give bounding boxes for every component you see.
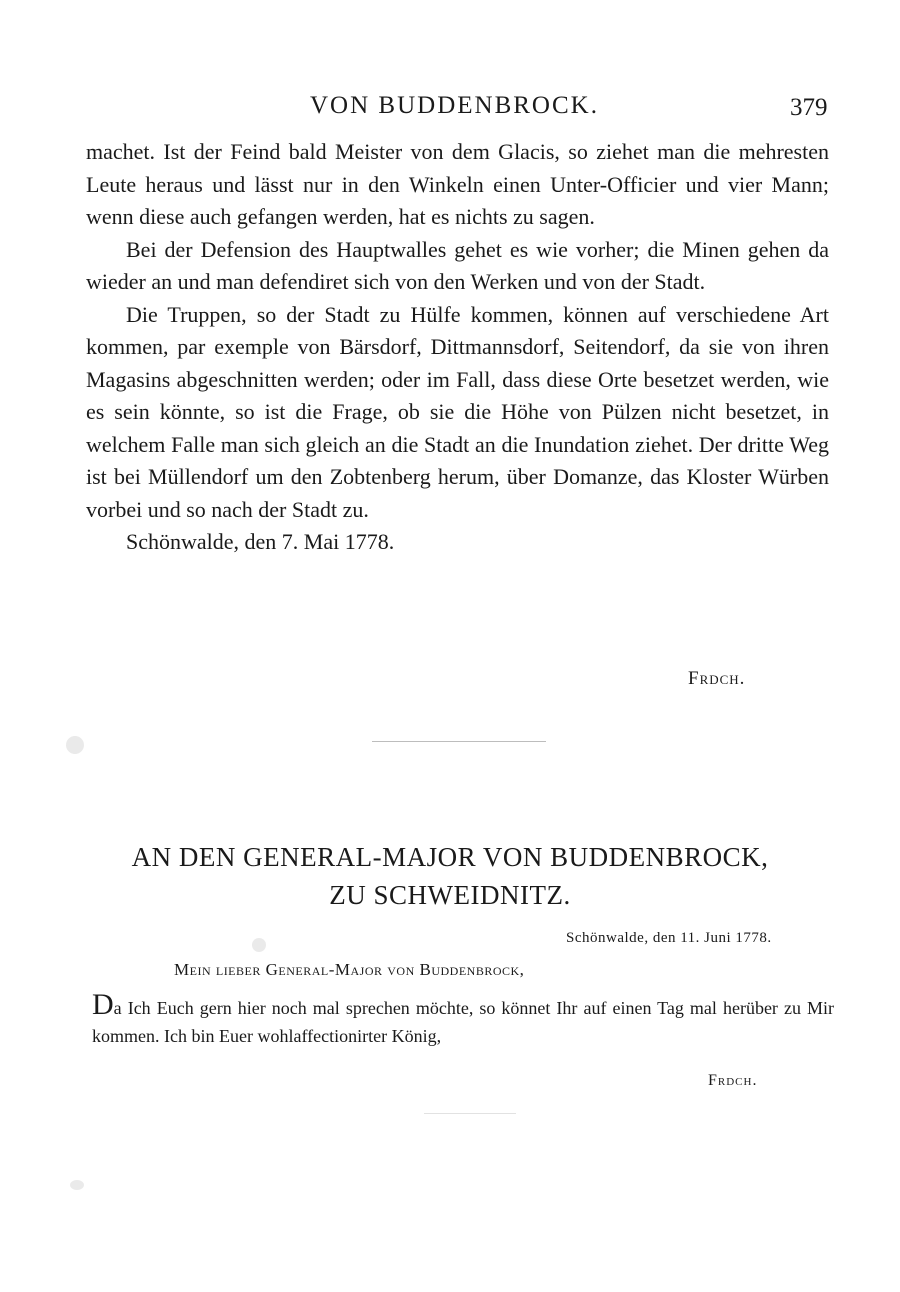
- end-divider: [424, 1113, 516, 1114]
- signature-first: Frdch.: [688, 668, 746, 689]
- dropcap: D: [92, 988, 114, 1021]
- running-head: [0, 92, 900, 122]
- letter-heading-line2: ZU SCHWEIDNITZ.: [329, 880, 571, 910]
- paper-speck: [66, 736, 84, 754]
- letter-text: a Ich Euch gern hier noch mal sprechen möchte, so könnet Ihr auf einen Tag mal herüber zu Mir kommen. Ich bin Euer wohlaffectionirter König,: [92, 998, 834, 1046]
- letter-salutation: Mein lieber General-Major von Buddenbrock,: [174, 960, 525, 979]
- letter-heading: [0, 838, 900, 914]
- paper-speck: [70, 1180, 84, 1190]
- running-title: VON BUDDENBROCK.: [310, 92, 599, 119]
- paragraph-continuation: machet. Ist der Feind bald Meister von dem Glacis, so ziehet man die mehresten Leute heraus und lässt nur in den Winkeln einen Unter-Officier und vier Mann; wenn diese auch gefangen werden, hat es nichts zu sagen.: [86, 139, 829, 229]
- paragraph-truppen: Die Truppen, so der Stadt zu Hülfe kommen, können auf verschiedene Art kommen, par exemple von Bärsdorf, Dittmannsdorf, Seitendorf, da sie von ihren Magasins abgeschnitten werden; oder im Fall, dass diese Orte besetzet werden, wie es sein könnte, so ist die Frage, ob sie die Höhe von Pülzen nicht besetzet, in welchem Falle man sich gleich an die Stadt an die Inundation ziehet. Der dritte Weg ist bei Müllendorf um den Zobtenberg herum, über Domanze, das Kloster Würben vorbei und so nach der Stadt zu.: [86, 301, 829, 522]
- signature-second: Frdch.: [708, 1072, 758, 1089]
- letter-body: [92, 988, 834, 1050]
- paragraph-defension: Bei der Defension des Hauptwalles gehet es wie vorher; die Minen gehen da wieder an und man defendiret sich von den Werken und von der Stadt.: [86, 236, 829, 294]
- letter-heading-line1: AN DEN GENERAL-MAJOR VON BUDDENBROCK,: [131, 842, 769, 872]
- dateline-schoenwalde-mai: Schönwalde, den 7. Mai 1778.: [126, 529, 395, 554]
- page-number: 379: [790, 94, 828, 121]
- paper-speck: [252, 938, 266, 952]
- body-text: [86, 136, 829, 559]
- section-divider: [372, 741, 546, 742]
- letter-paragraph: [92, 988, 834, 1050]
- letter-dateline: Schönwalde, den 11. Juni 1778.: [566, 930, 772, 946]
